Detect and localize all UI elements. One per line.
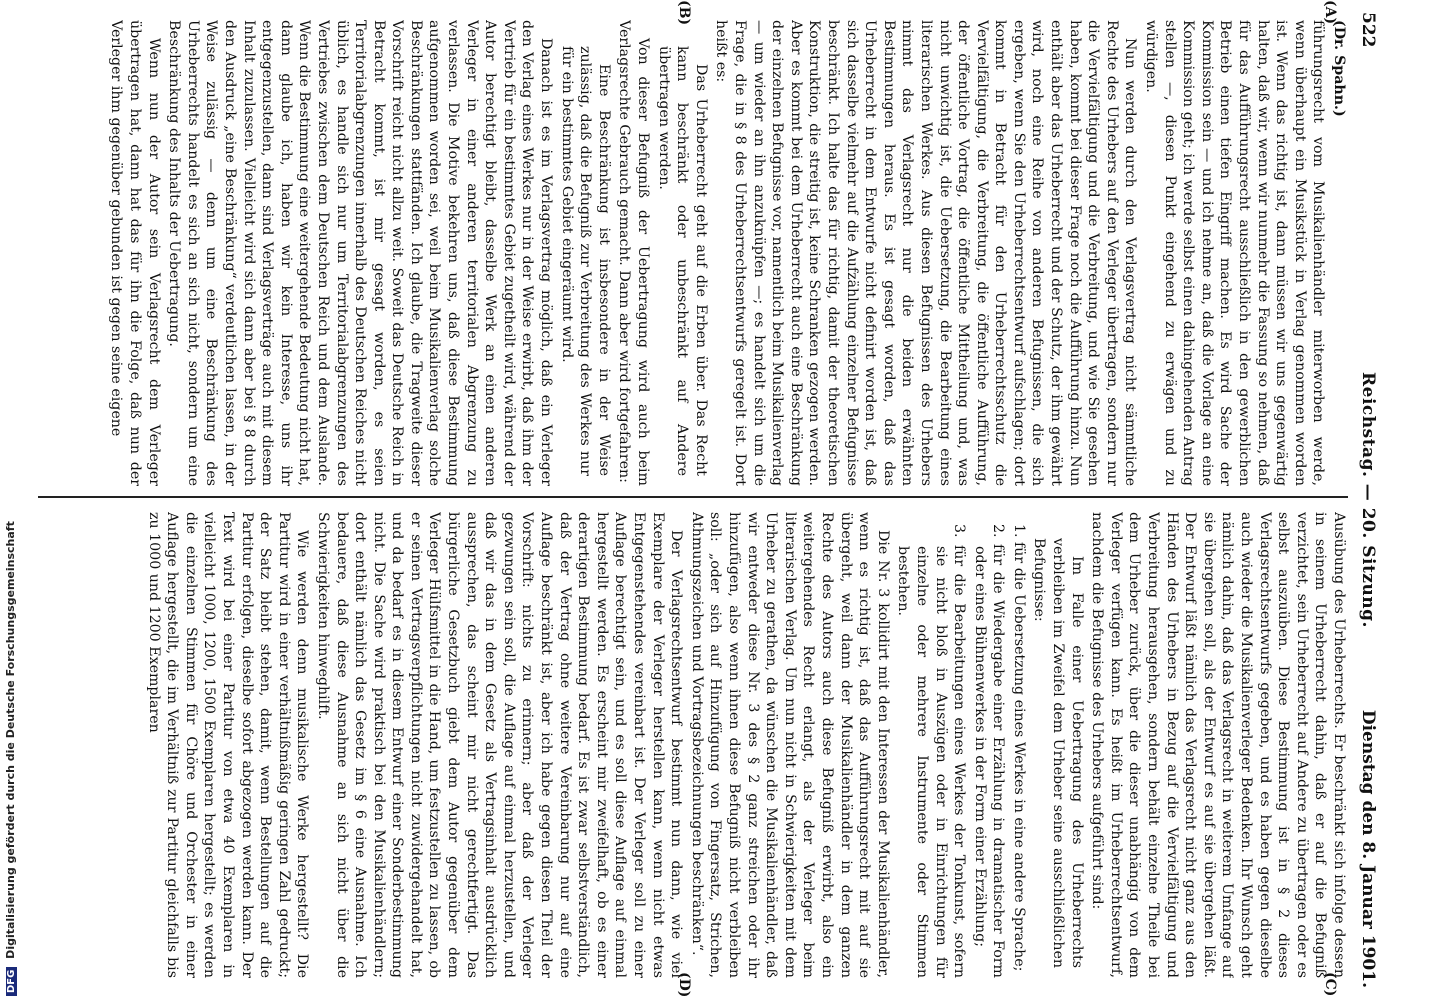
list-item: 2. für die Wiedergabe einer Erzählung in dramatischer Form oder eines Bühnenwerkes in der Form einer Erzählung; bbox=[971, 524, 1007, 978]
left-column bbox=[38, 20, 1348, 486]
page-number: 522 bbox=[1358, 12, 1378, 48]
right-column bbox=[38, 512, 1348, 978]
column-divider bbox=[38, 496, 1348, 498]
paragraph: Wenn nun der Autor sein Verlagsrecht dem Verleger übertragen hat, dann hat das für ihn die Folge, daß nun der Verleger ihm gegenüber gebunden ist gegen seine eigene bbox=[108, 20, 162, 486]
funding-note: Digitalisierung gefördert durch die Deutsche Forschungsgemeinschaft bbox=[4, 521, 17, 959]
speaker-label: (Dr. Spahn.) bbox=[1331, 20, 1347, 117]
paragraph: Nun werden durch den Verlagsvertrag nicht sämmtliche Rechte des Urhebers auf den Verleger übertragen, sondern nur die Vervielfältigung und die Verbreitung, und wie Sie gesehen haben, kommt bei dieser Frage noch die Aufführung hinzu. Nun enthält aber das Urheberrecht und der Schutz, der ihm gewährt wird, noch eine Reihe von anderen Befugnissen, die sich ergeben, wenn Sie den Urheberrechtsentwurf aufschlagen; dort kommt in Betracht für den Urheberrechtsschutz die Vervielfältigung, die Verbreitung, die öffentliche Aufführung, der öffentliche Vortrag, die öffentliche Mittheilung und, was nicht unwichtig ist, die Uebersetzung, die Bearbeitung eines literarischen Werkes. Aus diesen Befugnissen des Urhebers nimmt das Verlagsrecht nur die beiden erwähnten Bestimmungen heraus. Es ist gesagt worden, daß das Urheberrecht in dem Entwurfe nicht definirt worden ist, daß sich dasselbe vielmehr auf die Aufzählung einzelner Befugnisse beschränkt. Ich halte das für richtig, damit der theoretischen Konstruktion, die streitig ist, keine Schranken gezogen werden. Aber es kommt bei dem Urheberrecht auch eine Beschränkung der einzelnen Befugnisse vor, namentlich beim Musikalienverlag — um wieder an ihn anzuknüpfen —; es handelt sich um die Frage, die in § 8 des Urheberrechtsentwurfs geregelt ist. Dort heißt es: bbox=[713, 20, 1139, 486]
paragraph: Von dieser Befugniß der Uebertragung wird auch beim Verlagsrechte Gebrauch gemacht. Dann aber wird fortgefahren: bbox=[616, 20, 652, 486]
paragraph: Wie werden denn musikalische Werke hergestellt? Die Partitur wird in einer verhältnißmäßig geringen Zahl gedruckt; der Satz bleibt stehen, damit, wenn Bestellungen auf die Partitur erfolgen, dieselbe sofort abgezogen werden kann. Der Text wird bei einer Partitur von etwa 40 Exemplaren in vielleicht 1000, 1200, 1500 Exemplaren hergestellt; es werden die einzelnen Stimmen für Chöre und Orchester in einer Auflage hergestellt, die im Verhältniß zur Partitur gleichfalls bis zu 1000 und 1200 Exemplaren bbox=[145, 512, 311, 978]
paragraph: Die Nr. 3 kollidirt mit den Interessen der Musikalienhändler, wenn es richtig ist, daß das Aufführungsrecht mit auf sie übergeht, weil dann der Musikalienhändler in dem ganzen Rechte des Autors auch diese Befugniß erwirbt, also ein weitergehendes Recht erlangt, als der Verleger beim literarischen Verlag. Um nun nicht in Schwierigkeiten mit dem Urheber zu gerathen, da wünschen die Musikalienhändler, daß wir entweder diese Nr. 3 des § 2 ganz streichen oder ihr hinzufügen, also wenn ihnen diese Befugniß nicht verbleiben soll: „oder sich auf Hinzufügung von Fingersatz, Strichen, Athmungszeichen und Vortragsbezeichnungen beschränken“. bbox=[688, 512, 891, 978]
session-date: Dienstag den 8. Januar 1901. bbox=[1358, 709, 1378, 988]
paragraph: Danach ist es im Verlagsvertrag möglich, daß ein Verleger den Verlag eines Werkes nur in der Weise erwirbt, daß ihm der Vertrieb für ein bestimmtes Gebiet zugetheilt wird, während der Autor berechtigt bleibt, dasselbe Werk an einen anderen Verleger in einer anderen territorialen Abgrenzung zu verlassen. Die Motive bekehren uns, daß diese Bestimmung aufgenommen worden sei, weil beim Musikalienverlag solche Beschränkungen stattfänden. Ich glaube, die Tragweite dieser Vorschrift reicht nicht allzu weit. Soweit das Deutsche Reich in Betracht kommt, ist mir gesagt worden, es seien Territorialabgrenzungen innerhalb des Deutschen Reiches nicht üblich, es handle sich nur um Territorialabgrenzungen des Vertriebes zwischen dem Deutschen Reich und dem Auslande. Wenn die Bestimmung eine weitergehende Bedeutung nicht hat, dann glaube ich, haben wir kein Interesse, uns ihr entgegenzustellen, dann sind Verlagsverträge auch mit diesem Inhalt zuzulassen. Vielleicht wird sich dann aber bei § 8 durch den Ausdruck „eine Beschränkung“ verdeutlichen lassen, in der Weise zulässig — denn um eine Beschränkung des Urheberrechts handelt es sich an sich nicht, sondern um eine Beschränkung des Inhalts der Uebertragung. bbox=[166, 20, 555, 486]
dfg-logo: DFG bbox=[6, 967, 17, 996]
page-title: Reichstag. — 20. Sitzung. bbox=[1358, 372, 1378, 628]
document-page bbox=[12, 0, 1392, 1000]
quotation: Im Falle einer Uebertragung des Urheberrechts verbleiben im Zweifel dem Urheber seine ausschließlichen Befugnisse: bbox=[1031, 538, 1085, 968]
page-header bbox=[1352, 12, 1382, 988]
margin-marker-d: (D) bbox=[676, 972, 692, 998]
margin-marker-a: (A) bbox=[1322, 0, 1338, 25]
quotation: Eine Beschränkung ist insbesondere in der Weise zulässig, daß die Befugniß zur Verbreitung des Werkes nur für ein bestimmtes Gebiet eingeräumt wird. bbox=[558, 46, 612, 476]
paragraph: führungsrecht vom Musikalienhändler miterworben werde, wenn überhaupt ein Musikstück in Verlag genommen worden ist. Wenn das richtig ist, dann müssen wir uns gegenwärtig halten, daß wir, wenn wir nunmehr die Fassung so nehmen, daß für das Aufführungsrecht ausschließlich in den gewerblichen Betrieb einen tiefen Eingriff machen. Es wird Sache der Kommission sein — und ich nehme an, daß die Vorlage an eine Kommission geht; ich werde selbst einen dahingehenden Antrag stellen —, diesen Punkt eingehend zu erwägen und zu würdigen. bbox=[1143, 20, 1327, 486]
margin-marker-b: (B) bbox=[676, 0, 692, 26]
list-item: 1. für die Uebersetzung eines Werkes in eine andere Sprache; bbox=[1010, 524, 1027, 972]
paragraph: Der Verlagsrechtsentwurf bestimmt nun dann, wie viel Exemplare der Verleger herstellen kann, wenn nicht etwas Entgegenstehendes vereinbart ist. Der Verleger soll zu einer Auflage berechtigt sein, und es soll diese Auflage auf einmal hergestellt werden. Es erscheint mir zweifelhaft, ob es einer derartigen Bestimmung bedarf. Es ist zwar selbstverständlich, daß der Vertrag ohne weitere Vereinbarung nur auf eine Auflage beschränkt ist, aber ich habe gegen diesen Theil der Vorschrift: nichts zu erinnern; aber daß der Verleger gezwungen sein soll, die Auflage auf einmal herzustellen, und daß wir das in dem Gesetz als Vertragsinhalt ausdrücklich aussprechen, das scheint mir nicht gerechtfertigt. Das bürgerliche Gesetzbuch giebt dem Autor gegenüber dem Verleger Hülfsmittel in die Hand, um festzustellen zu lassen, ob er seinen Vertragsverpflichtungen nicht zuwidergehandelt hat, und da bedarf es in diesem Entwurf einer Sonderbestimmung nicht. Die Sache wird praktisch bei den Musikalienhändlern; dort enthält nämlich das Gesetz im § 6 eine Ausnahme. Ich bedauere, daß diese Ausnahme an sich nicht über die Schwierigkeiten hinweghilft. bbox=[314, 512, 685, 978]
funding-footer bbox=[4, 6, 20, 996]
margin-marker-c: (C) bbox=[1322, 972, 1338, 997]
paragraph: Ausübung des Urheberrechts. Er beschränkt sich infolge dessen in seinem Urheberrecht dahin, daß er auf die Befugniß verzichtet, sein Urheberrecht auf Andere zu übertragen oder es selbst auszuüben. Diese Bestimmung ist in § 2 dieses Verlagsrechtsentwurfs gegeben, und es haben gegen dieselbe auch wieder die Musikalienverleger Bedenken. Ihr Wunsch geht nämlich dahin, daß das Verlagsrecht in weiterem Umfange auf sie übergehen soll, als der Entwurf es auf sie übergehen läßt. Der Entwurf läßt nämlich das Verlagsrecht nicht ganz aus den Händen des Urhebers in Bezug auf die Vervielfältigung und Verbreitung herausgehen, sondern behält einzelne Theile bei dem Urheber zurück, über die dieser unabhängig von dem Verleger verfügen kann. Es heißt im Urheberrechtsentwurf, nachdem die Befugnisse des Urhebers aufgeführt sind: bbox=[1089, 512, 1347, 978]
quotation: Das Urheberrecht geht auf die Erben über. Das Recht kann beschränkt oder unbeschränkt auf Andere übertragen werden. bbox=[655, 46, 709, 476]
list-item: 3. für die Bearbeitungen eines Werkes der Tonkunst, sofern sie nicht bloß in Auszügen oder in Einrichtungen für einzelne oder mehrere Instrumente oder Stimmen bestehen. bbox=[895, 524, 968, 978]
